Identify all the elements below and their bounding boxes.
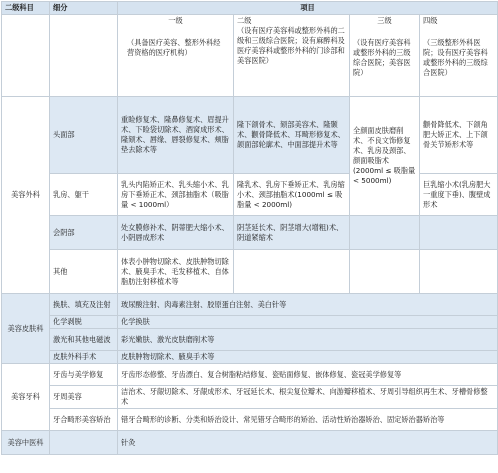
header-category: 二级科目 <box>2 2 50 15</box>
genital-level2: 阴茎延长术、阴茎增大(增粗)术、阴道紧缩术 <box>234 216 350 250</box>
sub-genital: 会阴部 <box>50 216 118 250</box>
derm-row-1 <box>2 294 498 316</box>
level4-header <box>420 15 498 97</box>
other-level2 <box>234 250 350 294</box>
breast-level2: 隆乳术、乳房下垂矫正术、乳房缩小术、颈部抽脂术(1000ml ≤ 吸脂量 < 2000ml) <box>234 174 350 216</box>
blank-cell <box>50 15 118 97</box>
level2-title: 二级 <box>237 16 252 25</box>
derm-sub-1: 换肤、填充及注射 <box>50 294 118 316</box>
surgery-row-genital <box>2 216 498 250</box>
dental-row-1 <box>2 364 498 386</box>
dental-row-2 <box>2 386 498 409</box>
level1-desc: （具备医疗美容、整形外科经营资格的医疗机构） <box>127 38 221 57</box>
dental-sub-1: 牙齿与美学修复 <box>50 364 118 386</box>
surgery-row-breast <box>2 174 498 216</box>
category-surgery: 美容外科 <box>2 97 50 294</box>
blank-cell <box>2 15 50 97</box>
surgery-row-head-face <box>2 97 498 174</box>
derm-desc-3: 彩光嫩肤、激光皮肤磨削术等 <box>118 329 498 351</box>
derm-sub-4: 皮肤外科手术 <box>50 351 118 364</box>
derm-desc-1: 玻尿酸注射、肉毒素注射、胶原蛋白注射、美白针等 <box>118 294 498 316</box>
dental-sub-3: 牙合畸形美容矫治 <box>50 409 118 431</box>
level1-title: 一级 <box>168 16 183 25</box>
tcm-row <box>2 431 498 455</box>
derm-row-3 <box>2 329 498 351</box>
genital-level3 <box>350 216 420 250</box>
category-derm: 美容皮肤科 <box>2 294 50 364</box>
level3-header <box>350 15 420 97</box>
breast-level1: 乳头内陷矫正术、乳头缩小术、乳房下垂矫正术、颈部抽脂术（吸脂量 < 1000ml） <box>118 174 234 216</box>
derm-desc-4: 皮肤肿物切除术、腋臭手术等 <box>118 351 498 364</box>
head-face-level2: 隆下颌骨术、颏部美容术、隆颞术、颧骨降低术、耳畸形修复术、颌面部轮廓术、中面部提升术等 <box>234 97 350 174</box>
derm-row-4 <box>2 351 498 364</box>
sub-head-face: 头面部 <box>50 97 118 174</box>
tcm-sub <box>50 431 118 455</box>
genital-level1: 处女膜修补术、阴蒂肥大缩小术、小阴唇成形术 <box>118 216 234 250</box>
head-face-level4: 颧骨降低术、下颌角肥大矫正术、上下颌骨关节矫形术等 <box>420 97 498 174</box>
dental-desc-1: 牙齿形态修整、牙齿漂白、复合树脂粘结修复、瓷贴面修复、嵌体修复、瓷冠美学修复等 <box>118 364 498 386</box>
head-face-level1: 重睑修复术、隆鼻修复术、眉提升术、下睑袋切除术、酒窝成形术、隆颏术、唇缘、唇裂修复术、颊脂垫去除术等 <box>118 97 234 174</box>
head-face-level3 <box>350 97 420 216</box>
dental-desc-2: 洁治术、牙龈切除术、牙龈成形术、牙冠延长术、根尖复位瓣术、向游瓣移植术、牙周引导组织再生术、牙槽骨修整术 <box>118 386 498 409</box>
classification-table-sheet <box>1 1 497 471</box>
derm-desc-2: 化学换肤 <box>118 316 498 329</box>
level-header-row <box>2 15 498 97</box>
derm-row-2 <box>2 316 498 329</box>
level4-desc: （三级整形外科医院；设有医疗美容科或整形外科的三级综合医院） <box>423 38 488 77</box>
head-face-level3-text: 全颜面皮肤磨削术、不良文饰修复术、乳房及颈部、颜面吸脂术(2000ml ≤ 吸脂量 < 5000ml) <box>353 126 416 185</box>
dental-sub-2: 牙周美容 <box>50 386 118 409</box>
level4-title: 四级 <box>423 16 438 25</box>
other-level1: 体表小肿物切除术、皮肤肿物切除术、腋臭手术、毛发移植术、自体脂肪注射移植术等 <box>118 250 234 294</box>
category-tcm: 美容中医科 <box>2 431 50 455</box>
header-subcategory: 细分 <box>50 2 118 15</box>
other-level4 <box>420 250 498 294</box>
sub-breast: 乳房、躯干 <box>50 174 118 216</box>
level2-desc: （设有医疗美容科或整形外科的二级和三级综合医院；设有麻醉科及医疗美容科或整形外科的门诊部和美容医院） <box>237 26 345 65</box>
derm-sub-2: 化学剥脱 <box>50 316 118 329</box>
surgery-row-other <box>2 250 498 294</box>
other-level3 <box>350 250 420 294</box>
sub-other: 其他 <box>50 250 118 294</box>
level1-header <box>118 15 234 97</box>
breast-level4: 巨乳缩小术(乳房肥大一重度下垂)、腹壁成形术 <box>420 174 498 216</box>
header-items: 项目 <box>118 2 498 15</box>
dental-row-3 <box>2 409 498 431</box>
category-dental: 美容牙科 <box>2 364 50 431</box>
level2-header <box>234 15 350 97</box>
dental-desc-3: 错牙合畸形的诊断、分类和矫治设计、常见错牙合畸形的矫治、活动性矫治器矫治、固定矫治器矫治等 <box>118 409 498 431</box>
level3-desc: （设有医疗美容科或整形外科的三级综合医院；美容医院） <box>353 38 411 77</box>
medical-beauty-classification-table <box>1 1 498 455</box>
level3-title: 三级 <box>377 16 392 25</box>
header-row <box>2 2 498 15</box>
derm-sub-3: 激光和其他电磁波 <box>50 329 118 351</box>
tcm-desc: 针灸 <box>118 431 498 455</box>
genital-level4 <box>420 216 498 250</box>
